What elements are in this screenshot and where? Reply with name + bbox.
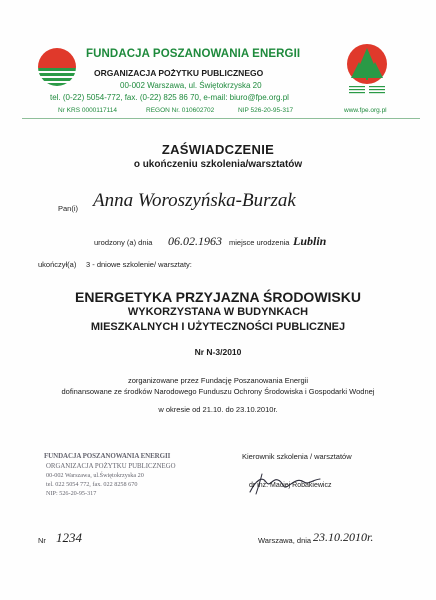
org-contact: tel. (0-22) 5054-772, fax. (0-22) 825 86 70, e-mail: biuro@fpe.org.pl [50, 93, 289, 102]
name-label: Pan(i) [58, 204, 79, 213]
fpe-logo [36, 46, 78, 88]
svg-text:FUNDACJA POSZANOWANIA ENERGII: FUNDACJA POSZANOWANIA ENERGII [44, 452, 171, 460]
course-title-line3: MIESZKALNYCH I UŻYTECZNOŚCI PUBLICZNEJ [90, 321, 346, 333]
website: www.fpe.org.pl [344, 107, 387, 114]
certificate-title: ZAŚWIADCZENIE [161, 142, 275, 157]
signatory-role: Kierownik szkolenia / warsztatów [242, 452, 352, 461]
certificate-number: 1234 [56, 530, 82, 545]
certificate-number-label: Nr [38, 536, 46, 545]
issue-place-label: Warszawa, dnia [258, 536, 312, 545]
header-divider [22, 118, 420, 119]
certificate-subtitle: o ukończeniu szkolenia/warsztatów [133, 159, 303, 170]
svg-text:tel. 022 5054 772, fax. 022 82: tel. 022 5054 772, fax. 022 8258 670 [46, 481, 138, 488]
course-number: Nr N-3/2010 [194, 347, 242, 357]
birth-date-label: urodzony (a) dnia [94, 238, 153, 247]
svg-text:ORGANIZACJA POŻYTKU PUBLICZNEG: ORGANIZACJA POŻYTKU PUBLICZNEGO [46, 463, 176, 470]
org-name: FUNDACJA POSZANOWANIA ENERGII [86, 48, 301, 60]
environment-emblem-icon [343, 42, 391, 100]
funded-by: dofinansowane ze środków Narodowego Funduszu Ochrony Środowiska i Gospodarki Wodnej [61, 387, 375, 396]
course-period: w okresie od 21.10. do 23.10.2010r. [158, 405, 278, 414]
signatory-name: dr inż. Maciej Robakiewicz [249, 482, 332, 489]
organization-stamp [40, 450, 190, 506]
course-title-line1: ENERGETYKA PRZYJAZNA ŚRODOWISKU [75, 289, 361, 305]
krs-number: Nr KRS 0000117114 [58, 107, 118, 114]
org-address: 00-002 Warszawa, ul. Świętokrzyska 20 [120, 81, 262, 90]
issue-date: 23.10.2010r. [313, 530, 374, 544]
svg-text:00-002 Warszawa, ul.Świętokrzy: 00-002 Warszawa, ul.Świętokrzyska 20 [46, 472, 144, 479]
svg-text:NIP: 526-20-95-317: NIP: 526-20-95-317 [46, 490, 97, 497]
birth-date: 06.02.1963 [168, 234, 222, 248]
org-subtitle: ORGANIZACJA POŻYTKU PUBLICZNEGO [94, 68, 264, 78]
participant-name: Anna Woroszyńska-Burzak [93, 190, 296, 211]
birthplace-label: miejsce urodzenia [229, 238, 290, 247]
birthplace: Lublin [293, 234, 327, 248]
completed-label: ukończył(a) [38, 260, 77, 269]
organized-by: zorganizowane przez Fundację Poszanowania Energii [127, 376, 309, 385]
nip-number: NIP 526-20-95-317 [238, 107, 294, 114]
course-duration: 3 - dniowe szkolenie/ warsztaty: [86, 260, 192, 269]
course-title-line2: WYKORZYSTANA W BUDYNKACH [127, 306, 309, 318]
regon-number: REGON Nr. 010602702 [146, 107, 215, 114]
